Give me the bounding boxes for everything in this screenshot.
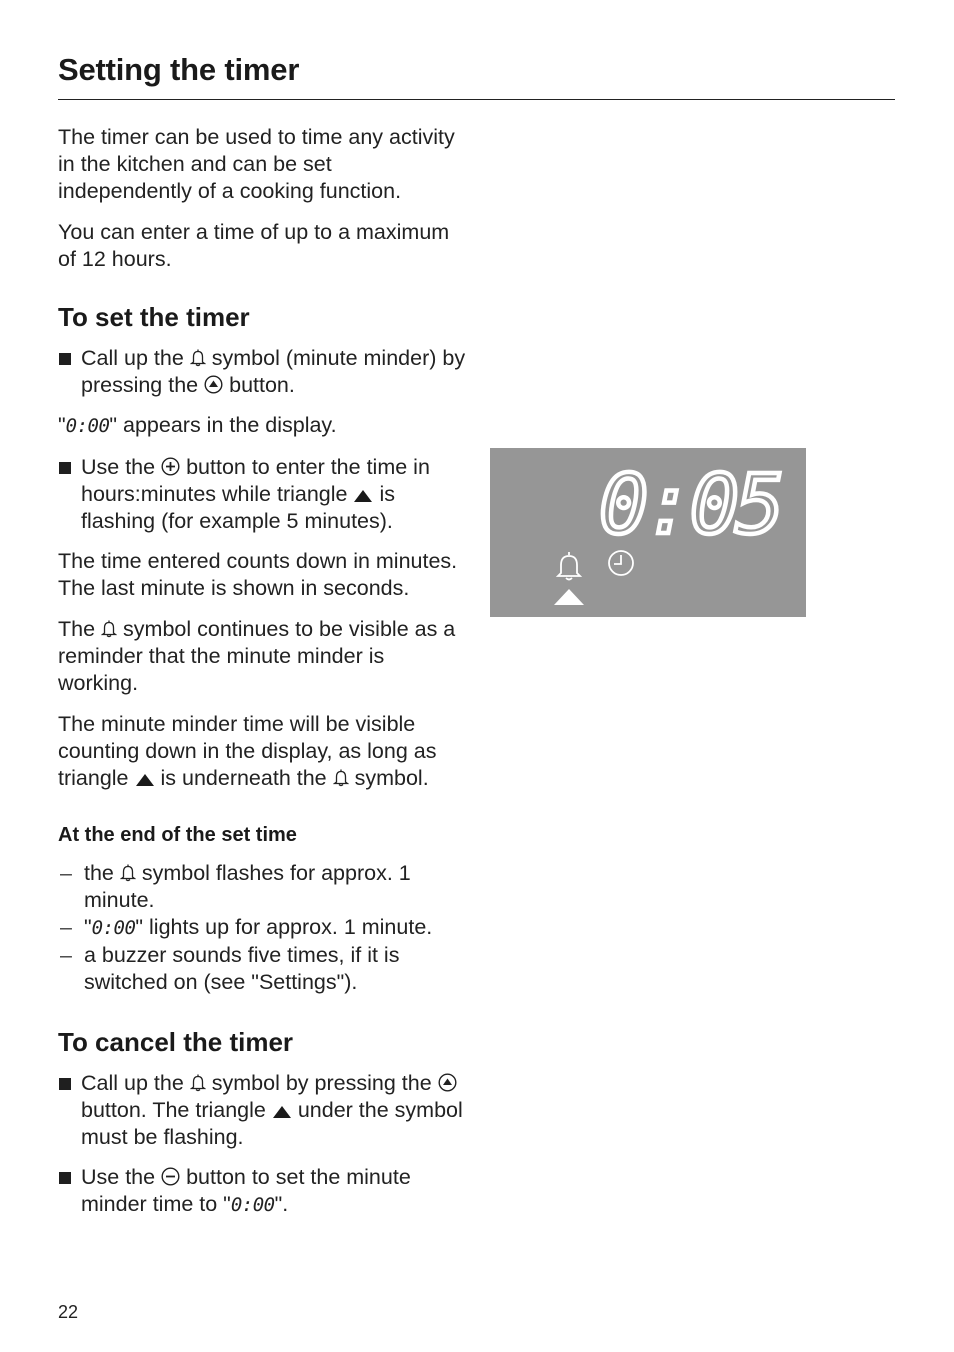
bell-icon bbox=[101, 619, 117, 638]
step-cancel-reset: Use the button to set the minute minder time to "0:00". bbox=[58, 1164, 468, 1219]
selector-button-icon bbox=[204, 375, 223, 394]
title-rule bbox=[58, 99, 895, 100]
selector-triangle-icon bbox=[554, 589, 584, 605]
display-value-inline: 0:00 bbox=[91, 917, 136, 939]
step-cancel-call-up: Call up the symbol by pressing the button. The triangle under the symbol must be flashing. bbox=[58, 1070, 468, 1151]
countdown-paragraph: The time entered counts down in minutes. The last minute is shown in seconds. bbox=[58, 549, 458, 600]
selector-button-icon bbox=[438, 1073, 457, 1092]
bell-icon bbox=[558, 552, 580, 580]
dash-marker: – bbox=[60, 915, 72, 939]
bell-icon bbox=[120, 863, 136, 882]
bell-icon bbox=[190, 1073, 206, 1092]
bullet-square bbox=[59, 1078, 71, 1090]
display-digits: 0:05 bbox=[599, 458, 781, 553]
step-enter-time: Use the button to enter the time in hours:minutes while triangle is flashing (for example 5 minutes). bbox=[58, 454, 468, 535]
intro-paragraph-max: You can enter a time of up to a maximum of 12 hours. bbox=[58, 220, 450, 271]
bullet-square bbox=[59, 1172, 71, 1184]
section-heading-cancel: To cancel the timer bbox=[58, 1027, 294, 1057]
dash-marker: – bbox=[60, 943, 72, 967]
dash-marker: – bbox=[60, 861, 72, 885]
visible-paragraph: The minute minder time will be visible counting down in the display, as long as triangle is underneath the symbol. bbox=[58, 712, 437, 790]
section-heading-set: To set the timer bbox=[58, 302, 250, 332]
display-note: "0:00" appears in the display. bbox=[58, 413, 337, 437]
bullet-square bbox=[59, 353, 71, 365]
page-title: Setting the timer bbox=[58, 52, 300, 87]
minus-button-icon bbox=[161, 1167, 180, 1186]
timer-display bbox=[490, 448, 806, 617]
plus-button-icon bbox=[161, 457, 180, 476]
step-call-up-symbol: Call up the symbol (minute minder) by pressing the button. bbox=[58, 345, 468, 399]
timer-display-graphic bbox=[490, 448, 806, 617]
display-value-inline: 0:00 bbox=[230, 1194, 275, 1216]
list-item: – the symbol flashes for approx. 1 minute. bbox=[60, 861, 411, 912]
clock-icon bbox=[609, 551, 633, 575]
bullet-square bbox=[59, 462, 71, 474]
section-heading-end: At the end of the set time bbox=[58, 824, 297, 846]
list-item: – a buzzer sounds five times, if it is switched on (see "Settings"). bbox=[60, 943, 400, 994]
bell-icon bbox=[190, 348, 206, 367]
list-item: – "0:00" lights up for approx. 1 minute. bbox=[60, 915, 433, 939]
reminder-paragraph: The symbol continues to be visible as a reminder that the minute minder is working. bbox=[58, 617, 456, 695]
text-column bbox=[58, 124, 468, 1232]
intro-paragraph: The timer can be used to time any activity in the kitchen and can be set independently of a cooking function. bbox=[58, 125, 455, 203]
bell-icon bbox=[333, 768, 349, 787]
triangle-icon bbox=[353, 488, 373, 503]
display-value-inline: 0:00 bbox=[65, 415, 110, 437]
triangle-icon bbox=[272, 1104, 292, 1119]
triangle-icon bbox=[135, 772, 155, 787]
page-number: 22 bbox=[58, 1302, 79, 1322]
